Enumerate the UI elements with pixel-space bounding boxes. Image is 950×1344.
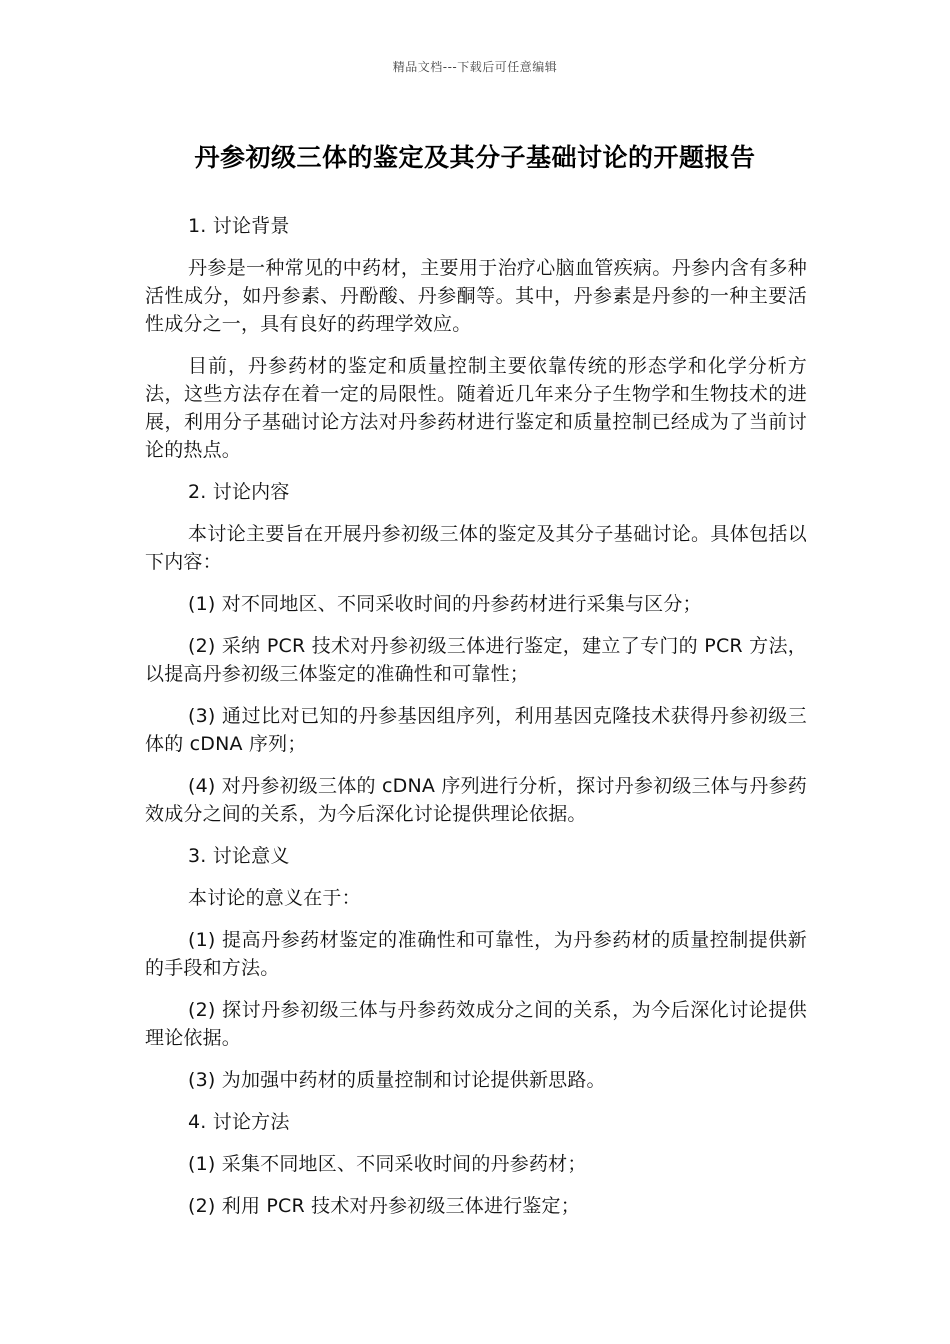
section-heading-methods: 4. 讨论方法: [188, 1111, 290, 1133]
list-item: (3) 为加强中药材的质量控制和讨论提供新思路。: [188, 1069, 606, 1091]
paragraph: 目前，丹参药材的鉴定和质量控制主要依靠传统的形态学和化学分析方法，这些方法存在着一定的局限性。随着近几年来分子生物学和生物技术的进展，利用分子基础讨论方法对丹参药材进行鉴定和质量控制已经成为了当前讨论的热点。: [145, 355, 807, 461]
list-item: (1) 对不同地区、不同采收时间的丹参药材进行采集与区分；: [188, 593, 702, 615]
list-item: (2) 利用 PCR 技术对丹参初级三体进行鉴定；: [188, 1195, 580, 1217]
section-heading-significance: 3. 讨论意义: [188, 845, 290, 867]
list-item: (2) 探讨丹参初级三体与丹参药效成分之间的关系，为今后深化讨论提供理论依据。: [145, 999, 807, 1049]
section-heading-background: 1. 讨论背景: [188, 215, 290, 237]
paragraph: 本讨论的意义在于：: [188, 887, 361, 909]
header-note: 精品文档---下载后可任意编辑: [392, 60, 558, 74]
paragraph: 丹参是一种常见的中药材，主要用于治疗心脑血管疾病。丹参内含有多种活性成分，如丹参素、丹酚酸、丹参酮等。其中，丹参素是丹参的一种主要活性成分之一，具有良好的药理学效应。: [145, 257, 807, 335]
list-item: (3) 通过比对已知的丹参基因组序列，利用基因克隆技术获得丹参初级三体的 cDNA 序列；: [145, 705, 807, 755]
paragraph: 本讨论主要旨在开展丹参初级三体的鉴定及其分子基础讨论。具体包括以下内容：: [145, 523, 807, 573]
list-item: (1) 提高丹参药材鉴定的准确性和可靠性，为丹参药材的质量控制提供新的手段和方法。: [145, 929, 807, 979]
list-item: (1) 采集不同地区、不同采收时间的丹参药材；: [188, 1153, 587, 1175]
section-heading-content: 2. 讨论内容: [188, 481, 290, 503]
document-title: 丹参初级三体的鉴定及其分子基础讨论的开题报告: [194, 143, 756, 172]
list-item: (2) 采纳 PCR 技术对丹参初级三体进行鉴定，建立了专门的 PCR 方法，以提高丹参初级三体鉴定的准确性和可靠性；: [145, 635, 807, 685]
list-item: (4) 对丹参初级三体的 cDNA 序列进行分析，探讨丹参初级三体与丹参药效成分之间的关系，为今后深化讨论提供理论依据。: [145, 775, 807, 825]
document-body: [145, 212, 807, 1234]
